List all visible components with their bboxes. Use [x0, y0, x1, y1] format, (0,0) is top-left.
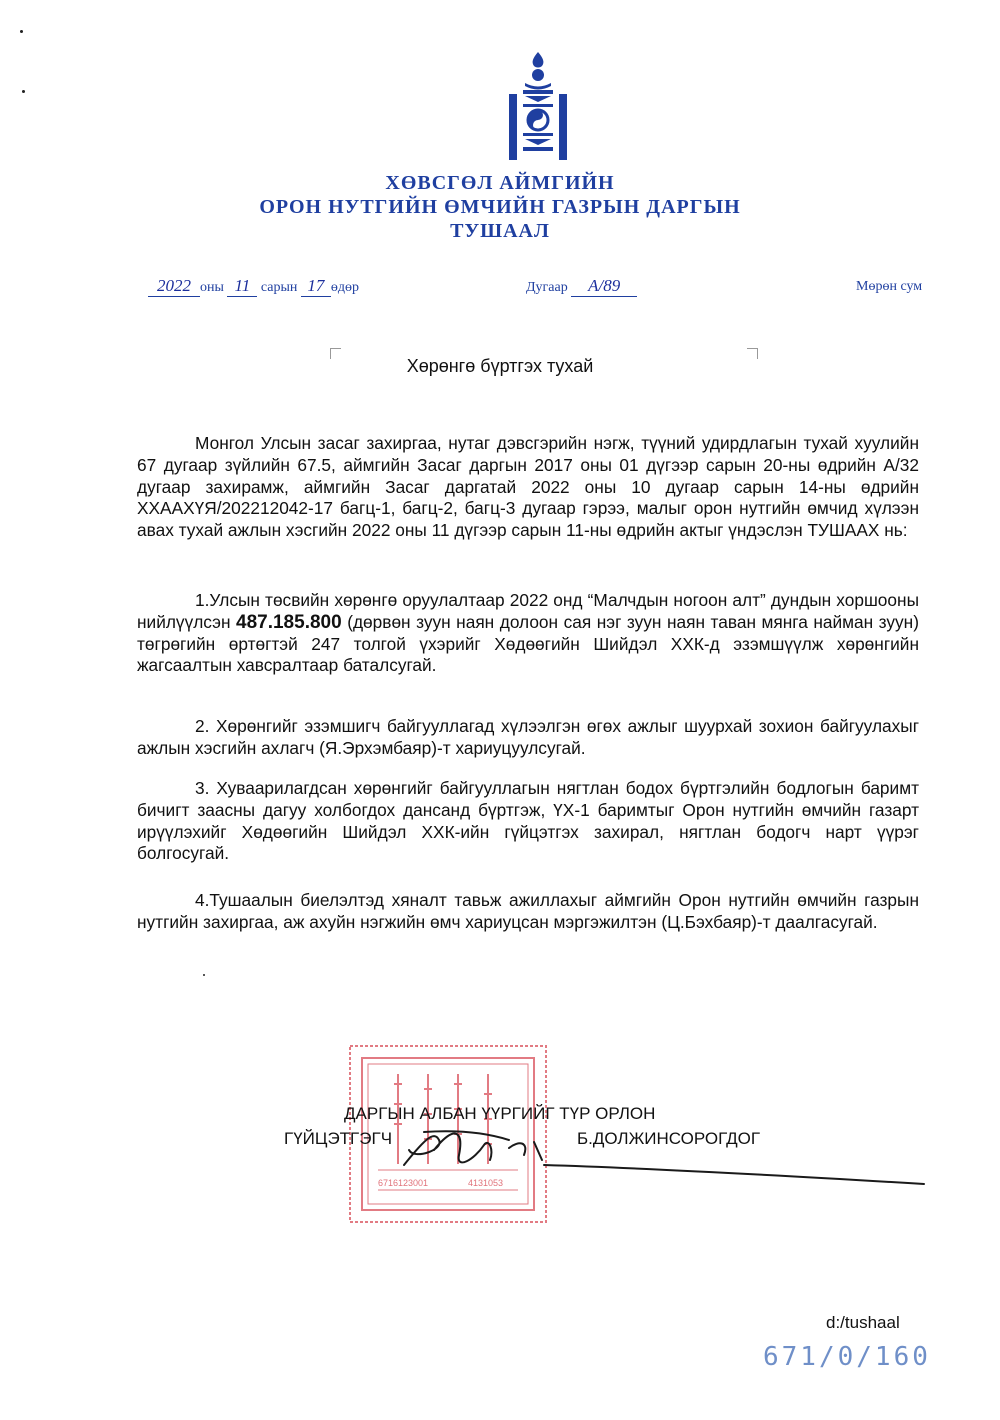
order-item-3 [137, 778, 919, 865]
signatory-name: Б.ДОЛЖИНСОРОГДОГ [577, 1129, 761, 1148]
item1-amount: 487.185.800 [236, 611, 342, 633]
header-org-line2: ОРОН НУТГИЙН ӨМЧИЙН ГАЗРЫН ДАРГЫН [259, 196, 741, 218]
date-year-suffix: оны [200, 280, 224, 295]
item1-text-a: 1.Улсын төсвийн хөрөнгө оруулалтаар 2022 онд “Малчдын ногоон алт” дундын хоршооны нийлүүлсэн [137, 590, 919, 632]
seal-right-number: 4131053 [468, 1178, 504, 1188]
order-number-value: A/89 [571, 276, 637, 297]
signature-title-line2: ГҮЙЦЭТГЭГЧ [284, 1129, 393, 1148]
date-day: 17 [301, 276, 331, 297]
date-month: 11 [227, 276, 257, 297]
item3-text: 3. Хуваарилагдсан хөрөнгийг байгууллагын нягтлан бодох бүртгэлийн бодлогын баримт бичигт заасны дагуу холбогдох дансанд бүртгэж, ҮХ-1 баримтыг Орон нутгийн өмчийн газарт ирүүлэхийг Хөдөөгийн Шийдэл ХХК-ийн гүйцэтгэх захирал, нягтлан бодогч нарт үүрэг болгосугай. [137, 778, 919, 864]
date-day-suffix: өдөр [330, 280, 360, 295]
item2-text: 2. Хөрөнгийг эзэмшигч байгууллагад хүлээлгэн өгөх ажлыг шуурхай зохион байгуулахыг ажлын хэсгийн ахлагч (Я.Эрхэмбаяр)-т хариуцуулсугай. [137, 716, 919, 758]
order-item-4 [137, 890, 919, 934]
scan-speck [22, 90, 25, 93]
place: Мөрөн сум [856, 279, 923, 294]
registration-number-stamp: 671/0/160 [763, 1342, 931, 1372]
header-doc-type: ТУШААЛ [450, 220, 550, 242]
scan-speck [20, 30, 23, 33]
order-number-label: Дугаар [526, 280, 568, 295]
soyombo-emblem-icon [503, 50, 573, 160]
preamble-paragraph [137, 433, 919, 542]
item4-text: 4.Тушаалын биелэлтэд хяналт тавьж ажиллахыг аймгийн Орон нутгийн өмчийн газрын нутгийн захиргаа, аж ахуйн нэгжийн өмч хариуцсан мэргэжилтэн (Ц.Бэхбаяр)-т даалгасугай. [137, 890, 919, 932]
date-month-suffix: сарын [260, 280, 298, 295]
signature-title-line1: ДАРГЫН АЛБАН ҮҮРГИЙГ ТҮР ОРЛОН [344, 1104, 656, 1123]
order-item-1 [137, 590, 919, 677]
order-number [526, 276, 637, 297]
date-line [148, 276, 359, 297]
order-item-2 [137, 716, 919, 760]
item1-text-b: (дөрвөн зуун наян долоон сая нэг зуун наян таван мянга найман зуун) төгрөгийн өртөгтэй 247 толгой үхэрийг Хөдөөгийн Шийдэл ХХК-д эзэмшүүлж хөрөнгийн жагсаалтын хавсралтаар баталсугай. [137, 611, 919, 676]
seal-left-number: 6716123001 [378, 1178, 429, 1188]
document-subject: Хөрөнгө бүртгэх тухай [406, 356, 594, 376]
header-org-line1: ХӨВСГӨЛ АЙМГИЙН [385, 172, 615, 194]
date-year: 2022 [148, 276, 200, 297]
preamble-text: Монгол Улсын засаг захиргаа, нутаг дэвсгэрийн нэгж, түүний удирдлагын тухай хуулийн 67 дугаар зүйлийн 67.5, аймгийн Засаг даргын 2017 оны 01 дүгээр сарын 20-ны өдрийн А/32 дугаар захирамж, аймгийн Засаг даргатай 2022 оны 10 дугаар сарын 14-ны өдрийн ХХААХҮЯ/202212042-17 багц-1, багц-2, багц-3 дугаар гэрээ, малыг орон нутгийн өмчид хүлээн авах тухай ажлын хэсгийн 2022 оны 11 дүгээр сарын 11-ны өдрийн актыг үндэслэн ТУШААХ нь: [137, 433, 919, 541]
scan-speck [203, 974, 205, 976]
file-path: d:/tushaal [826, 1313, 900, 1332]
handwritten-signature [394, 1120, 934, 1190]
